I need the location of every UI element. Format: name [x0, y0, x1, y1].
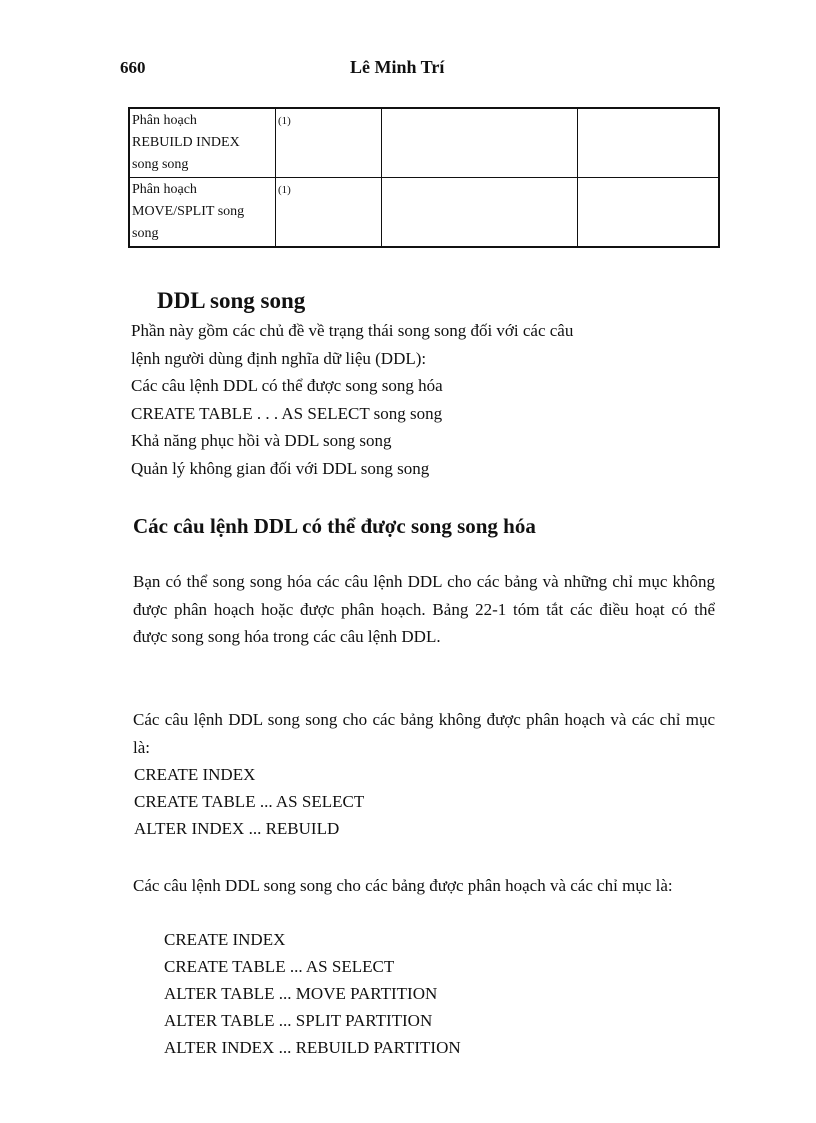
intro-line: CREATE TABLE . . . AS SELECT song song	[131, 403, 443, 423]
section-heading: DDL song song	[157, 288, 306, 313]
intro-line: Các câu lệnh DDL có thể được song song hóa	[131, 376, 443, 395]
table-cell-operation: Phân hoạch REBUILD INDEX song song	[129, 108, 276, 178]
operations-table	[128, 107, 720, 248]
list-item: CREATE INDEX	[164, 930, 286, 949]
list-item: ALTER INDEX ... REBUILD PARTITION	[164, 1038, 461, 1057]
page-number: 660	[120, 58, 146, 77]
table-cell-empty	[382, 178, 578, 248]
table-cell-note: (1)	[276, 108, 382, 178]
table-row	[129, 108, 719, 178]
list-item: CREATE INDEX	[134, 765, 256, 784]
table-cell-empty	[578, 108, 720, 178]
intro-line: lệnh người dùng định nghĩa dữ liệu (DDL):	[131, 348, 427, 368]
section-intro	[131, 317, 731, 482]
list-item: ALTER INDEX ... REBUILD	[134, 819, 340, 838]
table-row	[129, 178, 719, 248]
intro-line: Quản lý không gian đối với DDL song song	[131, 458, 430, 478]
table-cell-operation: Phân hoạch MOVE/SPLIT song song	[129, 178, 276, 248]
list-item: CREATE TABLE ... AS SELECT	[134, 792, 365, 811]
table-cell-note: (1)	[276, 178, 382, 248]
list-item: ALTER TABLE ... SPLIT PARTITION	[164, 1011, 433, 1030]
list-item: ALTER TABLE ... MOVE PARTITION	[164, 984, 438, 1003]
table-cell-empty	[578, 178, 720, 248]
paragraph: Các câu lệnh DDL song song cho các bảng không được phân hoạch và các chỉ mục là:	[133, 710, 715, 757]
partitioned-statement-list	[164, 926, 461, 1061]
intro-line: Khả năng phục hồi và DDL song song	[131, 431, 392, 450]
paragraph: Bạn có thể song song hóa các câu lệnh DDL cho các bảng và những chỉ mục không được phân hoạch hoặc được phân hoạch. Bảng 22-1 tóm tắt các điều hoạt có thể được song song hóa trong các câu lệnh DDL.	[133, 572, 715, 646]
nonpartitioned-statement-list	[134, 761, 364, 842]
subsection-heading: Các câu lệnh DDL có thể được song song hóa	[133, 514, 536, 538]
list-item: CREATE TABLE ... AS SELECT	[164, 957, 395, 976]
intro-line: Phần này gồm các chủ đề về trạng thái song song đối với các câu	[131, 321, 574, 340]
table-cell-empty	[382, 108, 578, 178]
running-head-author: Lê Minh Trí	[350, 57, 445, 77]
paragraph: Các câu lệnh DDL song song cho các bảng được phân hoạch và các chỉ mục là:	[133, 876, 673, 895]
